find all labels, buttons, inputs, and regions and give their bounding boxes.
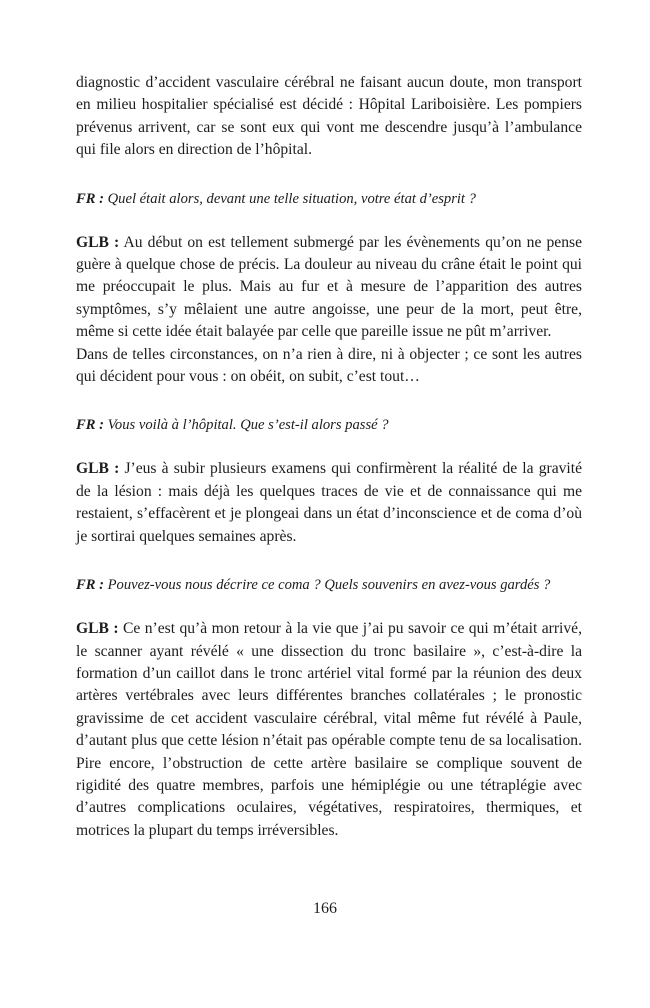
question-2-speaker: FR :	[76, 417, 104, 434]
answer-1-speaker: GLB :	[76, 233, 120, 251]
answer-1-text: Au début on est tellement submergé par les évènements qu’on ne pense guère à quelque chose de précis. La douleur au niveau du crâne était le point qui me préoccupait le plus. Mais au fur et à mesure de l’apparition des autres symptômes, s’y mêlaient une autre angoisse, une peur de la mort, peut être, même si cette idée était balayée par celle que pareille issue ne pût m’arriver.	[76, 233, 582, 341]
intro-paragraph: diagnostic d’accident vasculaire cérébral ne faisant aucun doute, mon transport en milieu hospitalier spécialisé est décidé : Hôpital Lariboisière. Les pompiers prévenus arrivent, car se sont eux qui vont me descendre jusqu’à l’ambulance qui file alors en direction de l’hôpital.	[76, 74, 582, 159]
answer-3	[76, 618, 582, 842]
answer-2-text: J’eus à subir plusieurs examens qui confirmèrent la réalité de la gravité de la lésion : mais déjà les quelques traces de vie et de connaissance qui me restaient, s’effacèrent et je plongeai dans un état d’inconscience et de coma d’où je sortirai quelques semaines après.	[76, 460, 583, 545]
answer-3-text: Ce n’est qu’à mon retour à la vie que j’ai pu savoir ce qui m’était arrivé, le scanner ayant révélé « une dissection du tronc basilaire », c’est-à-dire la formation d’un caillot dans le tronc artériel vital formé par la réunion des deux artères vertébrales avec leurs différentes branches collatérales ; le pronostic gravissime de cet accident vasculaire cérébral, vital même fut révélé à Paule, d’autant plus que cette lésion n’était pas opérable compte tenu de sa localisation. Pire encore, l’obstruction de cette artère basilaire se complique souvent de rigidité des quatre membres, parfois une hémiplégie ou une tétraplégie avec d’autres complications oculaires, végétatives, respiratoires, thermiques, et motrices la plupart du temps irréversibles.	[76, 620, 582, 839]
question-2-text: Vous voilà à l’hôpital. Que s’est-il alors passé ?	[107, 417, 389, 434]
answer-2	[76, 458, 582, 548]
answer-1	[76, 232, 582, 344]
answer-1-continuation: Dans de telles circonstances, on n’a rien à dire, ni à objecter ; ce sont les autres qui décident pour vous : on obéit, on subit, c’est tout…	[76, 345, 582, 386]
answer-3-speaker: GLB :	[76, 620, 119, 638]
page-body	[76, 72, 582, 842]
question-1-speaker: FR :	[76, 190, 104, 207]
question-3-text: Pouvez-vous nous décrire ce coma ? Quels souvenirs en avez-vous gardés ?	[107, 577, 551, 594]
question-3	[76, 574, 582, 596]
question-1	[76, 188, 582, 210]
answer-2-speaker: GLB :	[76, 460, 120, 478]
question-2	[76, 414, 582, 436]
question-1-text: Quel était alors, devant une telle situation, votre état d’esprit ?	[107, 190, 476, 207]
question-3-speaker: FR :	[76, 577, 104, 594]
page-number: 166	[313, 900, 337, 917]
